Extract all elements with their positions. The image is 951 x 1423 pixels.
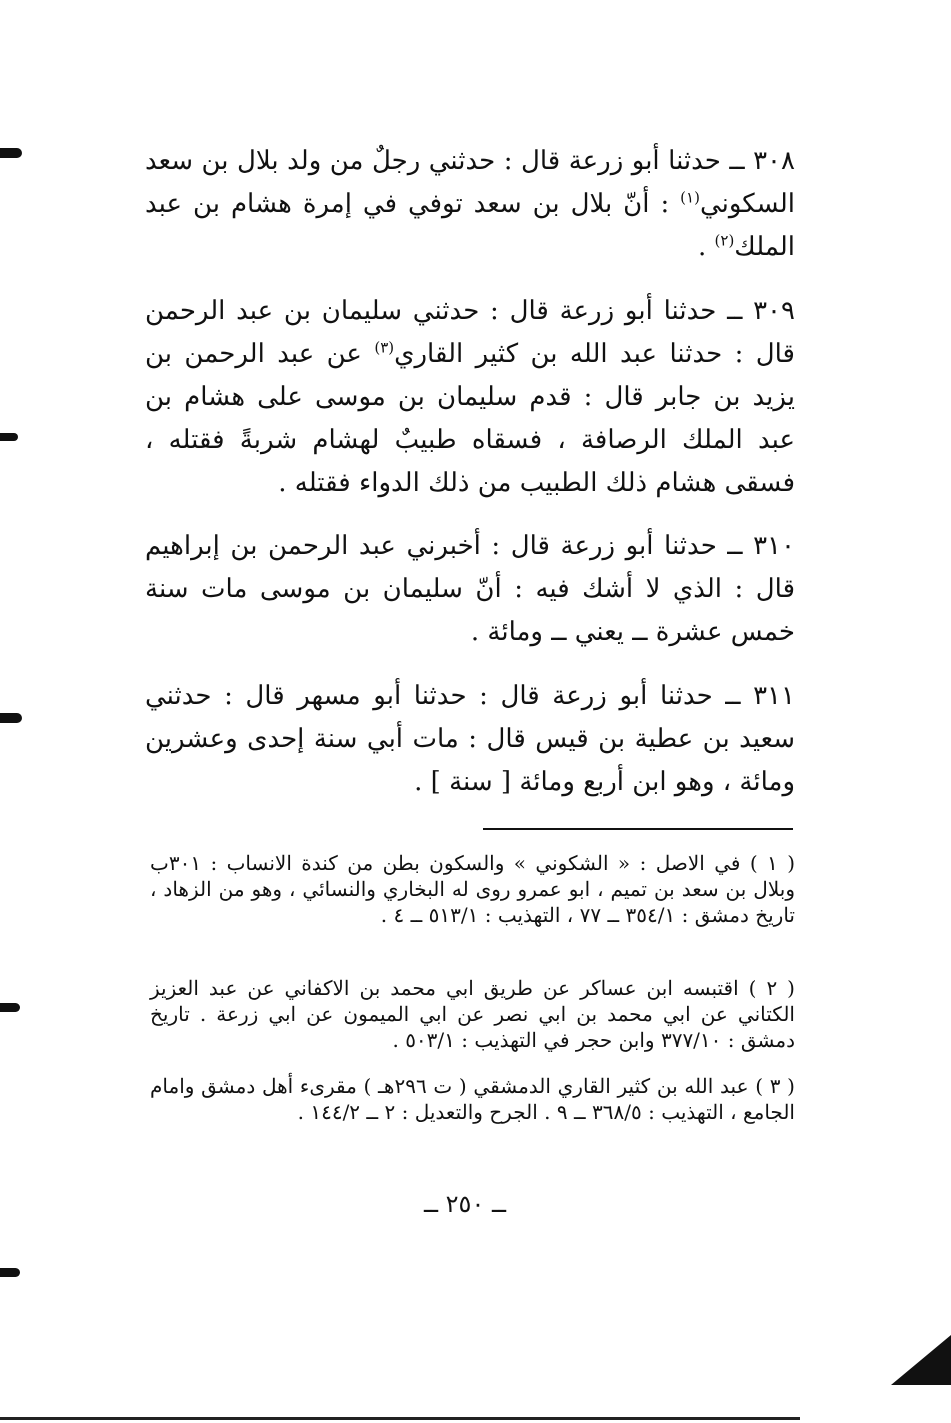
footnote-3: ( ٣ ) عبد الله بن كثير القاري الدمشقي ( ت ٢٩٦هـ ) مقرىء أهل دمشق وامام الجامع ، التهذيب : ٣٦٨/٥ ــ ٩ . الجرح والتعديل : ٢ ــ ١٤٤/٢ . (150, 1074, 795, 1124)
footnote-1: ( ١ ) في الاصل : « الشكوني » والسكون بطن من كندة الانساب : ٣٠١ب وبلال بن سعد بن تميم ، ابو عمرو روى له البخاري والنسائي ، وهو من الزهاد ، تاريخ دمشق : ٣٥٤/١ ــ ٧٧ ، التهذيب : ٥١٣/١ ــ ٤ . (150, 851, 796, 927)
page-corner-shadow (891, 1335, 951, 1385)
page-number: ــ ٢٥٠ ــ (423, 1190, 507, 1218)
footnote-ref[interactable]: (٢) (714, 231, 735, 250)
scan-edge-line (0, 1417, 800, 1420)
paragraph-text: عن عبد الرحمن بن يزيد بن جابر قال : قدم سليمان بن موسى على هشام بن عبد الملك الرصافة ، فسقاه طبيبٌ لهشام شربةً فقتله ، فسقى هشام ذلك الطبيب من ذلك الدواء فقتله . (145, 339, 795, 498)
paragraph-309 (145, 290, 795, 505)
paragraph-310 (145, 525, 795, 654)
margin-mark (0, 713, 22, 723)
paragraph-311 (145, 675, 795, 804)
margin-mark (0, 1268, 20, 1277)
footnote-divider (483, 828, 793, 830)
footnote-ref[interactable]: (٣) (374, 338, 395, 357)
footnote-ref[interactable]: (١) (680, 188, 700, 207)
footnote-2: ( ٢ ) اقتبسه ابن عساكر عن طريق ابي محمد بن الاكفاني عن عبد العزيز الكتاني عن ابي محمد بن ابي نصر عن ابي الميمون عن ابي زرعة . تاريخ دمشق : ٣٧٧/١٠ وابن حجر في التهذيب : ٥٠٣/١ . (150, 976, 795, 1052)
margin-mark (0, 433, 18, 441)
margin-mark (0, 148, 22, 158)
paragraph-text: ٣١١ ــ حدثنا أبو زرعة قال : حدثنا أبو مسهر قال : حدثني سعيد بن عطية بن قيس قال : مات أبي سنة إحدى وعشرين ومائة ، وهو ابن أربع ومائة [ سنة ] . (145, 681, 795, 797)
paragraph-text: ٣٠٨ ــ حدثنا أبو زرعة قال : حدثني رجلٌ من ولد بلال بن سعد السكوني (145, 146, 795, 219)
margin-mark (0, 1003, 20, 1012)
paragraph-text: ٣٠٩ ــ حدثنا أبو زرعة قال : حدثني سليمان بن عبد الرحمن قال : حدثنا عبد الله بن كثير القاري (145, 296, 795, 369)
paragraph-end: . (697, 232, 715, 262)
paragraph-308 (145, 140, 795, 269)
paragraph-text: : أنّ بلال بن سعد توفي في إمرة هشام بن عبد الملك (145, 189, 795, 262)
paragraph-text: ٣١٠ ــ حدثنا أبو زرعة قال : أخبرني عبد الرحمن بن إبراهيم قال : الذي لا أشك فيه : أنّ سليمان بن موسى مات سنة خمس عشرة ــ يعني ــ ومائة . (145, 531, 795, 647)
